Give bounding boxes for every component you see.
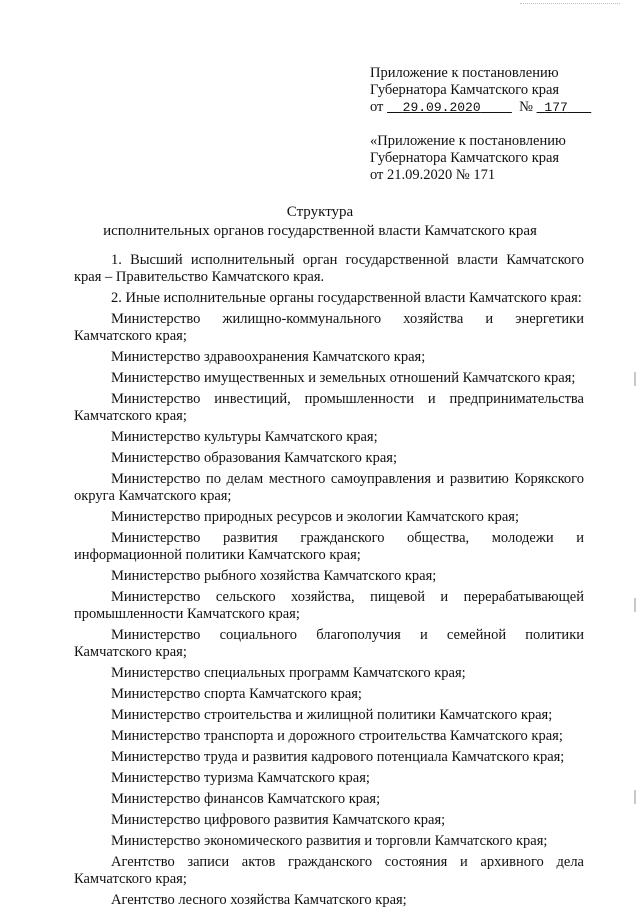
body-paragraph: Министерство жилищно-коммунального хозяйства и энергетики Камчатского края;	[74, 311, 584, 344]
number-value: 177	[544, 100, 568, 115]
document-body	[74, 252, 584, 913]
body-paragraph: Министерство развития гражданского общества, молодежи и информационной политики Камчатского края;	[74, 530, 584, 563]
body-paragraph: Министерство труда и развития кадрового потенциала Камчатского края;	[111, 749, 565, 765]
appendix-prev-line-1: «Приложение к постановлению	[370, 133, 566, 149]
body-paragraph: Агентство лесного хозяйства Камчатского края;	[111, 892, 407, 908]
body-paragraph: Министерство образования Камчатского края;	[111, 450, 397, 466]
body-paragraph: Министерство по делам местного самоуправления и развитию Корякского округа Камчатского края;	[74, 471, 584, 504]
appendix-line-1: Приложение к постановлению	[370, 65, 559, 81]
body-paragraph: Министерство экономического развития и торговли Камчатского края;	[111, 833, 548, 849]
body-paragraph: Министерство спорта Камчатского края;	[111, 686, 362, 702]
date-prefix: от	[370, 99, 384, 115]
body-paragraph: Министерство природных ресурсов и экологии Камчатского края;	[111, 509, 519, 525]
body-paragraph: Министерство имущественных и земельных отношений Камчатского края;	[111, 370, 576, 386]
appendix-prev-line-2: Губернатора Камчатского края	[370, 150, 560, 166]
document-subtitle: исполнительных органов государственной власти Камчатского края	[103, 223, 537, 239]
appendix-header-previous	[370, 133, 566, 184]
appendix-header-current	[370, 65, 591, 116]
body-paragraph: Министерство финансов Камчатского края;	[111, 791, 381, 807]
scan-edge-mark	[634, 598, 636, 612]
body-paragraph: Министерство инвестиций, промышленности и предпринимательства Камчатского края;	[74, 391, 584, 424]
body-paragraph: Министерство туризма Камчатского края;	[111, 770, 370, 786]
appendix-line-2: Губернатора Камчатского края	[370, 82, 560, 98]
document-title: Структура	[286, 204, 354, 220]
body-paragraph: 1. Высший исполнительный орган государственной власти Камчатского края – Правительство Камчатского края.	[74, 252, 584, 285]
body-paragraph: Министерство культуры Камчатского края;	[111, 429, 378, 445]
date-value: 29.09.2020	[402, 100, 481, 115]
body-paragraph: Министерство строительства и жилищной политики Камчатского края;	[111, 707, 553, 723]
body-paragraph: Министерство специальных программ Камчатского края;	[111, 665, 466, 681]
body-paragraph: Министерство цифрового развития Камчатского края;	[111, 812, 446, 828]
body-paragraph: Министерство социального благополучия и семейной политики Камчатского края;	[74, 627, 584, 660]
scan-edge-mark	[634, 372, 636, 386]
scan-edge-mark	[634, 790, 636, 804]
appendix-date-line	[370, 99, 591, 116]
body-paragraph: Министерство рыбного хозяйства Камчатского края;	[111, 568, 437, 584]
body-paragraph: Агентство записи актов гражданского состояния и архивного дела Камчатского края;	[74, 854, 584, 887]
body-paragraph: Министерство здравоохранения Камчатского края;	[111, 349, 426, 365]
appendix-prev-line-3: от 21.09.2020 № 171	[370, 167, 496, 183]
body-paragraph: Министерство сельского хозяйства, пищевой и перерабатывающей промышленности Камчатского края;	[74, 589, 584, 622]
body-paragraph: 2. Иные исполнительные органы государственной власти Камчатского края:	[111, 290, 582, 306]
scan-artifact-line	[520, 3, 620, 5]
number-prefix: №	[519, 99, 533, 115]
body-paragraph: Министерство транспорта и дорожного строительства Камчатского края;	[111, 728, 563, 744]
